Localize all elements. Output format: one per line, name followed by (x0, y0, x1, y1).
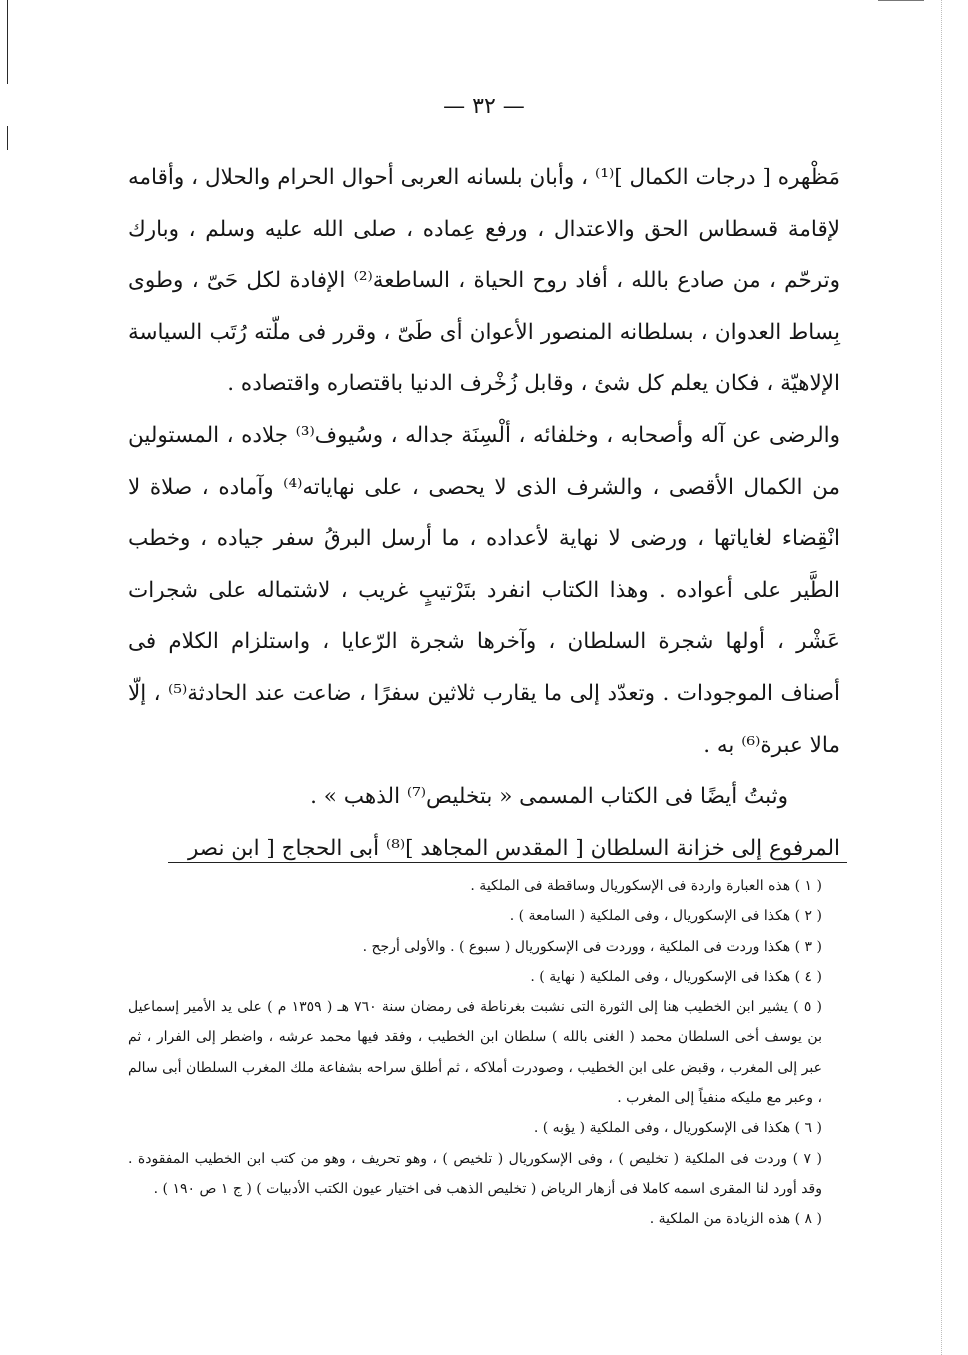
footnote: ( ٦ ) هكذا فى الإسكوريال ، وفى الملكية ( يؤبه ) . (533, 1120, 822, 1137)
body-paragraph: مَظْهره [ درجات الكمال ]⁽¹⁾ ، وأبان بلسانه العربى أحوال الحرام والحلال ، وأقامه لإقامة قسطاس الحق والاعتدال ، ورفع عِماده ، صلى الله عليه وسلم ، وبارك وترحّم ، من صادع بالله ، أفاد روح الحياة ، الساطعة⁽²⁾ الإفادة لكل حَىّ ، وطوى بِساط العدوان ، بسلطانه المنصور الأعوان أى طَىّ ، وقرر فى ملّته رُتَب السياسة الإلاهيّة ، فكان يعلم كل شئ ، وقابل زُخْرف الدنيا باقتصاره واقتصاده . (128, 165, 840, 397)
body-paragraph: وثبتُ أيضًا فى الكتاب المسمى « بتخليص⁽⁷⁾ الذهب » . (310, 784, 788, 810)
footnote: ( ٣ ) هكذا وردت فى الملكية ، ووردت فى الإسكوريال ( سبوع ) . والأولى أرجح . (362, 938, 822, 955)
footnotes-section (128, 871, 840, 1235)
scan-dotted-edge (941, 0, 942, 1355)
page-number: — ٣٢ — (443, 94, 525, 119)
footnote: ( ٨ ) هذه الزيادة من الملكية . (649, 1211, 822, 1228)
scan-left-rule (7, 0, 8, 84)
scan-left-rule-fragment (7, 126, 8, 150)
footnote: ( ٢ ) هكذا فى الإسكوريال ، وفى الملكية ( السامعة ) . (509, 908, 822, 925)
footnote: ( ٤ ) هكذا فى الإسكوريال ، وفى الملكية ( نهاية ) . (530, 968, 822, 985)
footnote: ( ١ ) هذه العبارة واردة فى الإسكوريال وساقطة فى الملكية . (470, 878, 822, 894)
main-body-text (128, 152, 840, 874)
footnote: ( ٧ ) وردت فى الملكية ( تخليص ) ، وفى الإسكوريال ( تلخيص ) ، وهو تحريف ، وهو من كتب ابن الخطيب المفقودة . وقد أورد لنا المقرى اسمه كاملا فى أزهار الرياض ( تخليص الذهب فى اختيار عيون الكتب الأدبيات ) ( ج ١ ص ١٩٠ ) . (128, 1150, 822, 1197)
footnote: ( ٥ ) يشير ابن الخطيب هنا إلى الثورة التى نشبت بغرناطة فى رمضان سنة ٧٦٠ هـ ( ١٣٥٩ م ) على يد الأمير إسماعيل بن يوسف أخى السلطان محمد ( الغنى بالله ) سلطان ابن الخطيب ، وفقد فيها محمد عرشه ، واضطر إلى الفرار ، ثم عبر إلى المغرب ، وقبض على ابن الخطيب ، وصودرت أملاكه ، ثم أطلق سراحه بشفاعة ملك المغرب السلطان أبى سالم ، وعبر مع مليكه منفياً إلى المغرب . (128, 999, 822, 1107)
body-paragraph: المرفوع إلى خزانة السلطان [ المقدس المجاهد ]⁽⁸⁾ أبى الحجاج [ ابن نصر (187, 835, 840, 861)
footnote-separator (168, 862, 847, 863)
scan-edge-mark (878, 0, 924, 1)
body-paragraph: والرضى عن آله وأصحابه ، وخلفائه ، ألْسِنَة جداله ، وسُيوف⁽³⁾ جلاده ، المستولين من الكمال الأقصى ، والشرف الذى لا يحصى ، على نهاياته⁽⁴⁾ وآماده ، صلاة لا انْقِضاء لغاياتها ، ورضى لا نهاية لأعداده ، ما أرسل البرقُ سفر جياده ، وخطب الطَّير على أعواده . وهذا الكتاب انفرد بتَرْتيبٍ غريب ، لاشتماله على شجرات عَشْر ، أولها شجرة السلطان ، وآخرها شجرة الرّعايا ، واستلزام الكلام فى أصناف الموجودات . وتعدّد إلى ما يقارب ثلاثين سفرًا ، ضاعت عند الحادثة⁽⁵⁾ ، إلّا مالا عبرة⁽⁶⁾ به . (128, 422, 841, 758)
